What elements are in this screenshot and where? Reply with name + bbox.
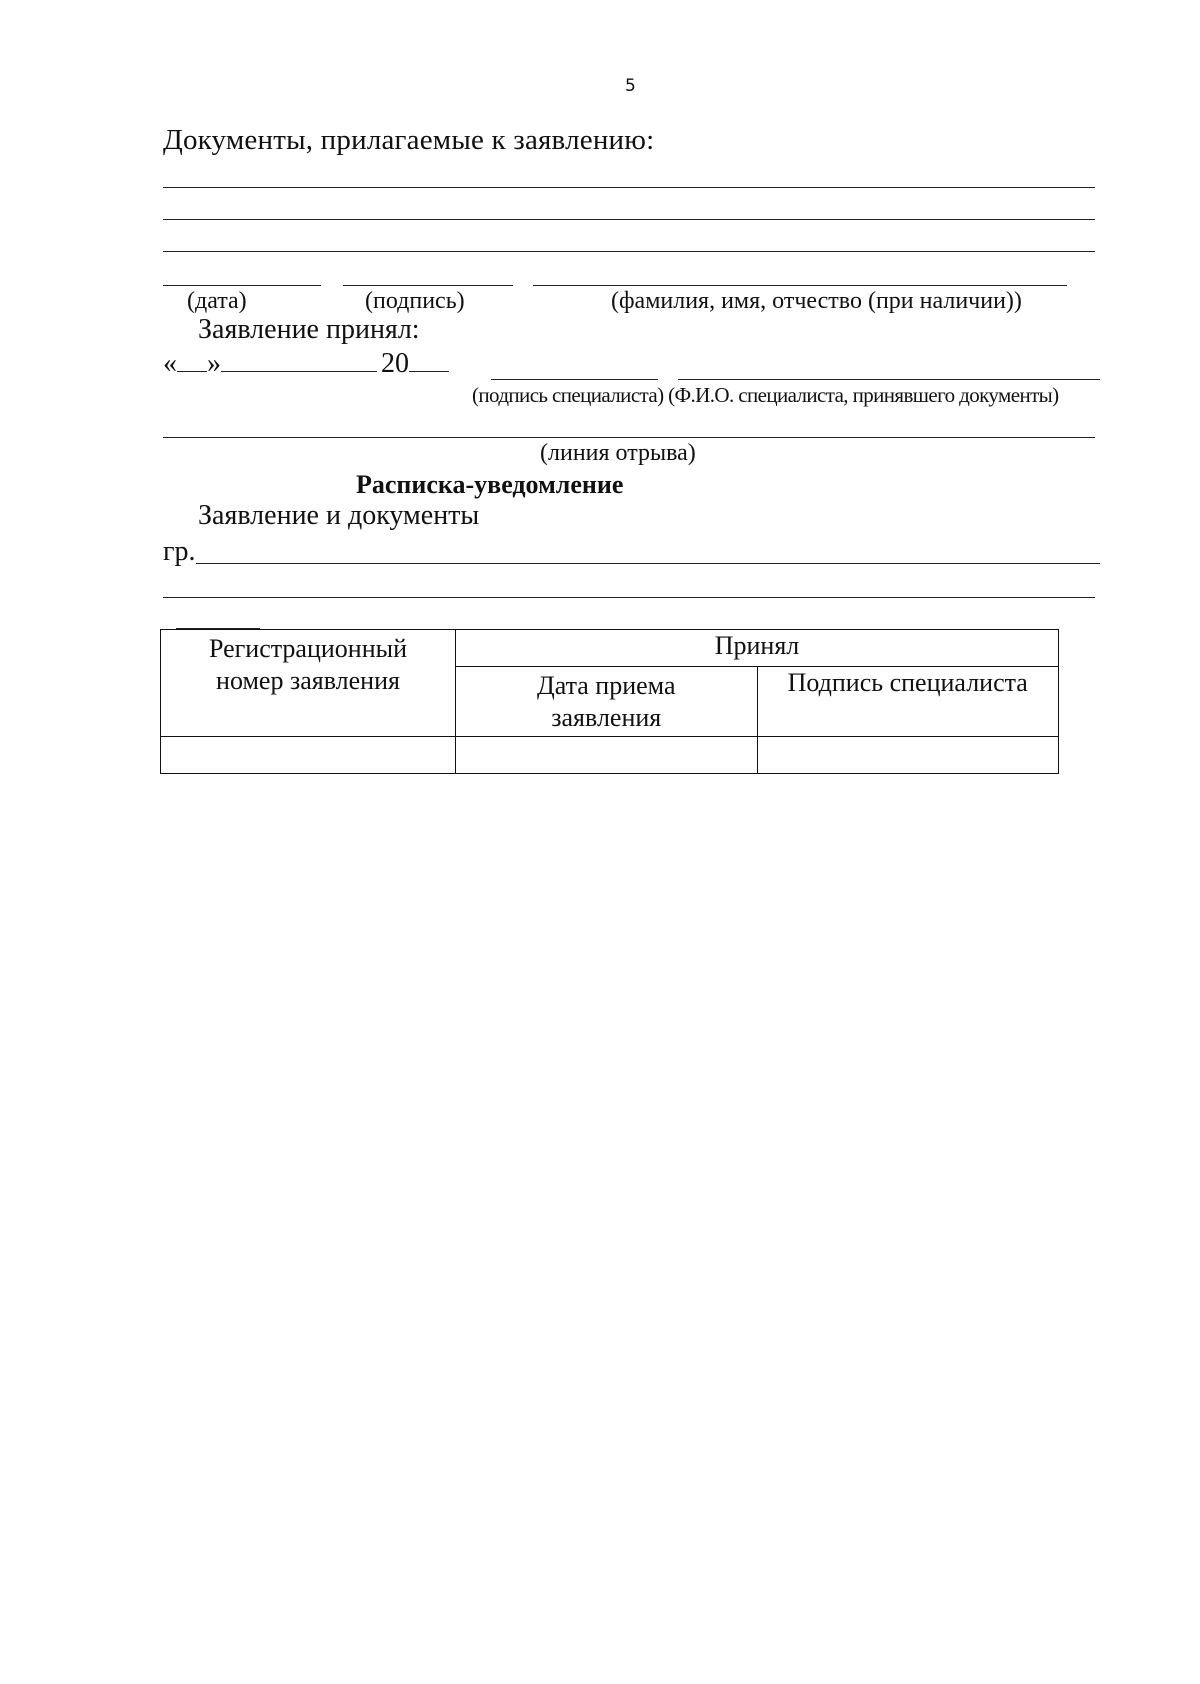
signature-caption: (подпись) (365, 288, 465, 314)
fio-caption: (фамилия, имя, отчество (при наличии)) (611, 288, 1022, 314)
table-row (161, 737, 1059, 774)
documents-line-3 (163, 251, 1095, 252)
reg-number-header (161, 630, 456, 737)
tear-line (163, 437, 1095, 438)
signature-cell[interactable] (757, 737, 1059, 774)
date-header-line1: Дата приема (536, 671, 676, 700)
receipt-title: Расписка-уведомление (356, 470, 624, 499)
tear-line-caption: (линия отрыва) (540, 440, 696, 466)
documents-heading: Документы, прилагаемые к заявлению: (163, 124, 655, 156)
quote-open: « (163, 348, 177, 379)
year-prefix: 20 (381, 348, 409, 379)
reg-number-header-line2: номер заявления (216, 666, 400, 695)
registration-table (160, 629, 1059, 774)
date-header-line2: заявления (551, 703, 662, 732)
reg-number-header-line1: Регистрационный (208, 634, 408, 663)
year-blank (409, 371, 449, 372)
specialist-signature-caption: (подпись специалиста) (472, 383, 664, 407)
specialist-captions (472, 383, 1059, 408)
signature-header: Подпись специалиста (757, 667, 1059, 737)
month-blank (221, 371, 377, 372)
citizen-line (196, 563, 1100, 564)
date-header (456, 667, 758, 737)
day-blank (177, 371, 207, 372)
signature-line (343, 285, 513, 286)
citizen-prefix: гр. (163, 536, 196, 567)
specialist-fio-line (678, 379, 1100, 380)
page-number: 5 (625, 76, 636, 96)
accepted-by-label: Заявление принял: (198, 314, 420, 345)
fio-line (533, 285, 1067, 286)
documents-line-2 (163, 219, 1095, 220)
date-cell[interactable] (456, 737, 758, 774)
quote-close: » (207, 348, 221, 379)
citizen-line-2 (163, 597, 1095, 598)
specialist-fio-caption: (Ф.И.О. специалиста, принявшего документы) (668, 383, 1059, 407)
reg-number-cell[interactable] (161, 737, 456, 774)
accepted-date-row (163, 348, 449, 380)
receipt-line1: Заявление и документы (198, 500, 480, 531)
date-caption: (дата) (187, 288, 247, 314)
table-header-row (161, 630, 1059, 667)
date-line (163, 285, 321, 286)
accepted-header: Принял (456, 630, 1059, 667)
specialist-signature-line (491, 379, 658, 380)
documents-line-1 (163, 187, 1095, 188)
